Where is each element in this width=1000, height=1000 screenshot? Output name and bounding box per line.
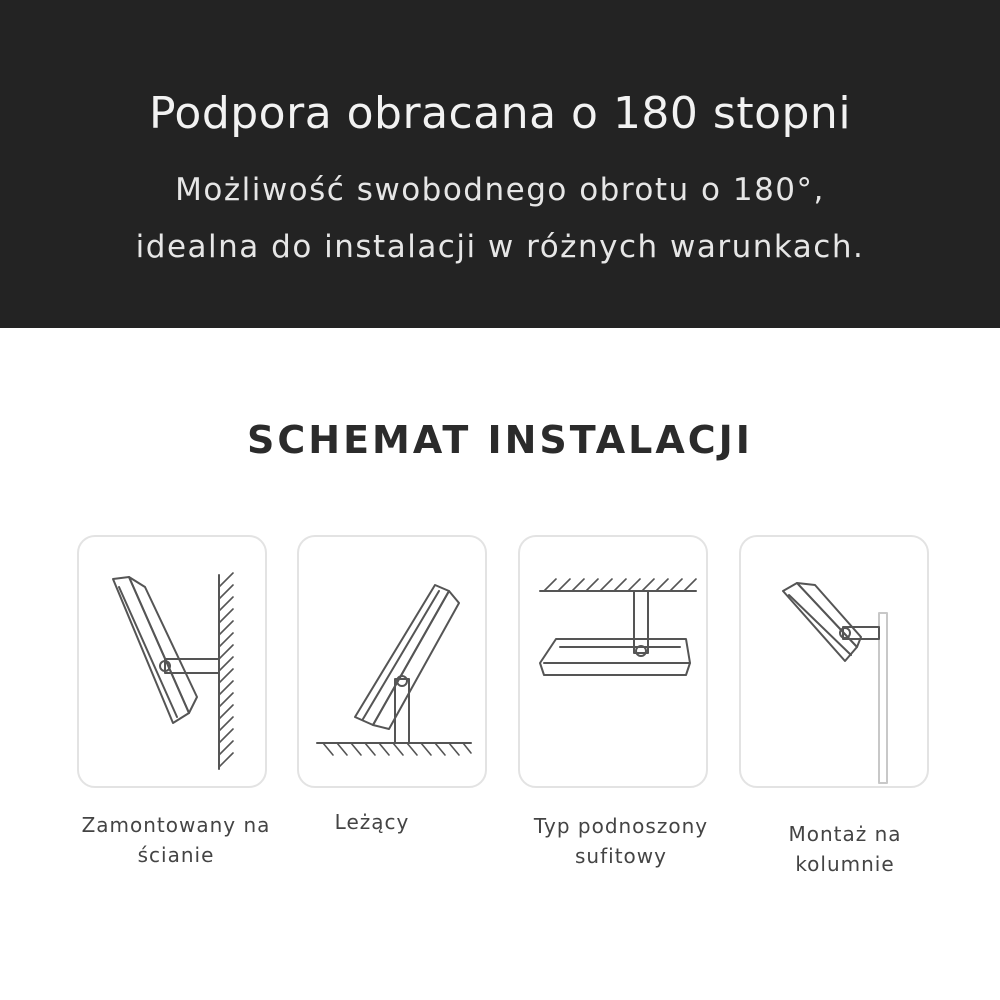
caption-ceiling-mount: Typ podnoszony sufitowy	[533, 814, 709, 868]
caption-pole-mount: Montaż na kolumnie	[788, 822, 902, 876]
installation-card-pole	[739, 535, 929, 788]
caption-ground-mount: Leżący	[334, 810, 410, 834]
banner-subtitle: Możliwość swobodnego obrotu o 180°, idealna do instalacji w różnych warunkach.	[135, 172, 865, 265]
pole-mount-icon	[741, 537, 931, 790]
installation-card-ground	[297, 535, 487, 788]
section-title: SCHEMAT INSTALACJI	[247, 418, 753, 462]
ground-mount-icon	[299, 537, 489, 790]
installation-card-wall	[77, 535, 267, 788]
header-banner	[0, 0, 1000, 328]
banner-title: Podpora obracana o 180 stopni	[148, 88, 852, 139]
wall-mount-icon	[79, 537, 269, 790]
caption-wall-mount: Zamontowany na ścianie	[81, 813, 271, 867]
installation-card-ceiling	[518, 535, 708, 788]
ceiling-mount-icon	[520, 537, 710, 790]
